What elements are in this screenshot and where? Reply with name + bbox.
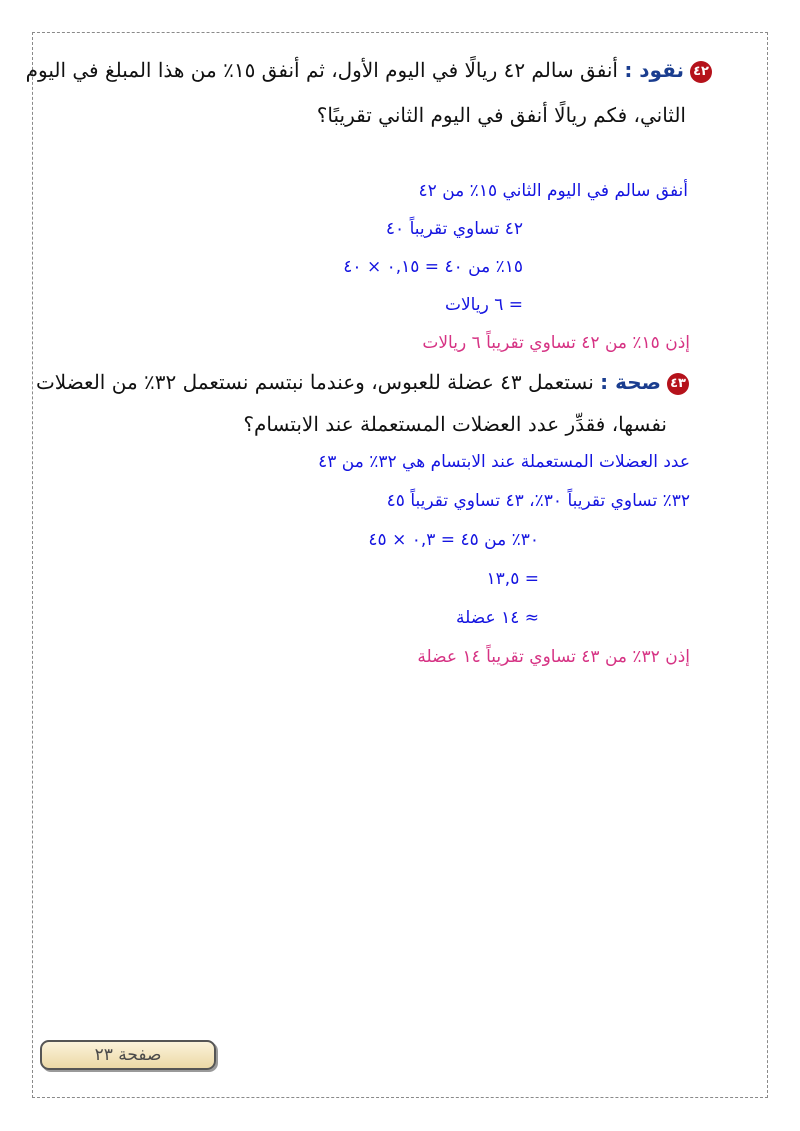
problem-42-solution-line3: ١٥٪ من ٤٠ = ٠,١٥ × ٤٠ <box>343 257 523 277</box>
problem-43-solution-line1: عدد العضلات المستعملة عند الابتسام هي ٣٢٪ من ٤٣ <box>318 452 690 472</box>
page-number-label: صفحة ٢٣ <box>40 1040 216 1070</box>
problem-42-solution-line4: = ٦ ريالات <box>444 295 523 315</box>
problem-42-number-badge: ٤٢ <box>690 61 712 83</box>
problem-42-text-line1: أنفق سالم ٤٢ ريالًا في اليوم الأول، ثم أنفق ١٥٪ من هذا المبلغ في اليوم <box>25 58 618 82</box>
problem-43-solution-line2: ٣٢٪ تساوي تقريباً ٣٠٪، ٤٣ تساوي تقريباً ٤٥ <box>386 491 690 511</box>
problem-43-solution-line5: ≈ ١٤ عضلة <box>456 608 539 628</box>
problem-43-text-line2: نفسها، فقدِّر عدد العضلات المستعملة عند الابتسام؟ <box>243 412 667 436</box>
problem-43-label: صحة : <box>600 370 661 394</box>
problem-42-text-line2: الثاني، فكم ريالًا أنفق في اليوم الثاني تقريبًا؟ <box>316 103 686 127</box>
problem-42-label: نقود : <box>624 58 684 82</box>
problem-43-solution-line3: ٣٠٪ من ٤٥ = ٠,٣ × ٤٥ <box>368 530 539 550</box>
problem-42-line1 <box>26 58 712 83</box>
problem-43-conclusion: إذن ٣٢٪ من ٤٣ تساوي تقريباً ١٤ عضلة <box>417 647 690 667</box>
problem-42-conclusion: إذن ١٥٪ من ٤٢ تساوي تقريباً ٦ ريالات <box>422 333 690 353</box>
problem-42-solution-line1: أنفق سالم في اليوم الثاني ١٥٪ من ٤٢ <box>418 181 688 201</box>
problem-43-number-badge: ٤٣ <box>667 373 689 395</box>
problem-43-solution-line4: = ١٣,٥ <box>486 569 539 589</box>
problem-42-solution-line2: ٤٢ تساوي تقريباً ٤٠ <box>385 219 523 239</box>
problem-43-text-line1: نستعمل ٤٣ عضلة للعبوس، وعندما نبتسم نستعمل ٣٢٪ من العضلات <box>35 370 594 394</box>
problem-43-line1 <box>36 370 689 395</box>
